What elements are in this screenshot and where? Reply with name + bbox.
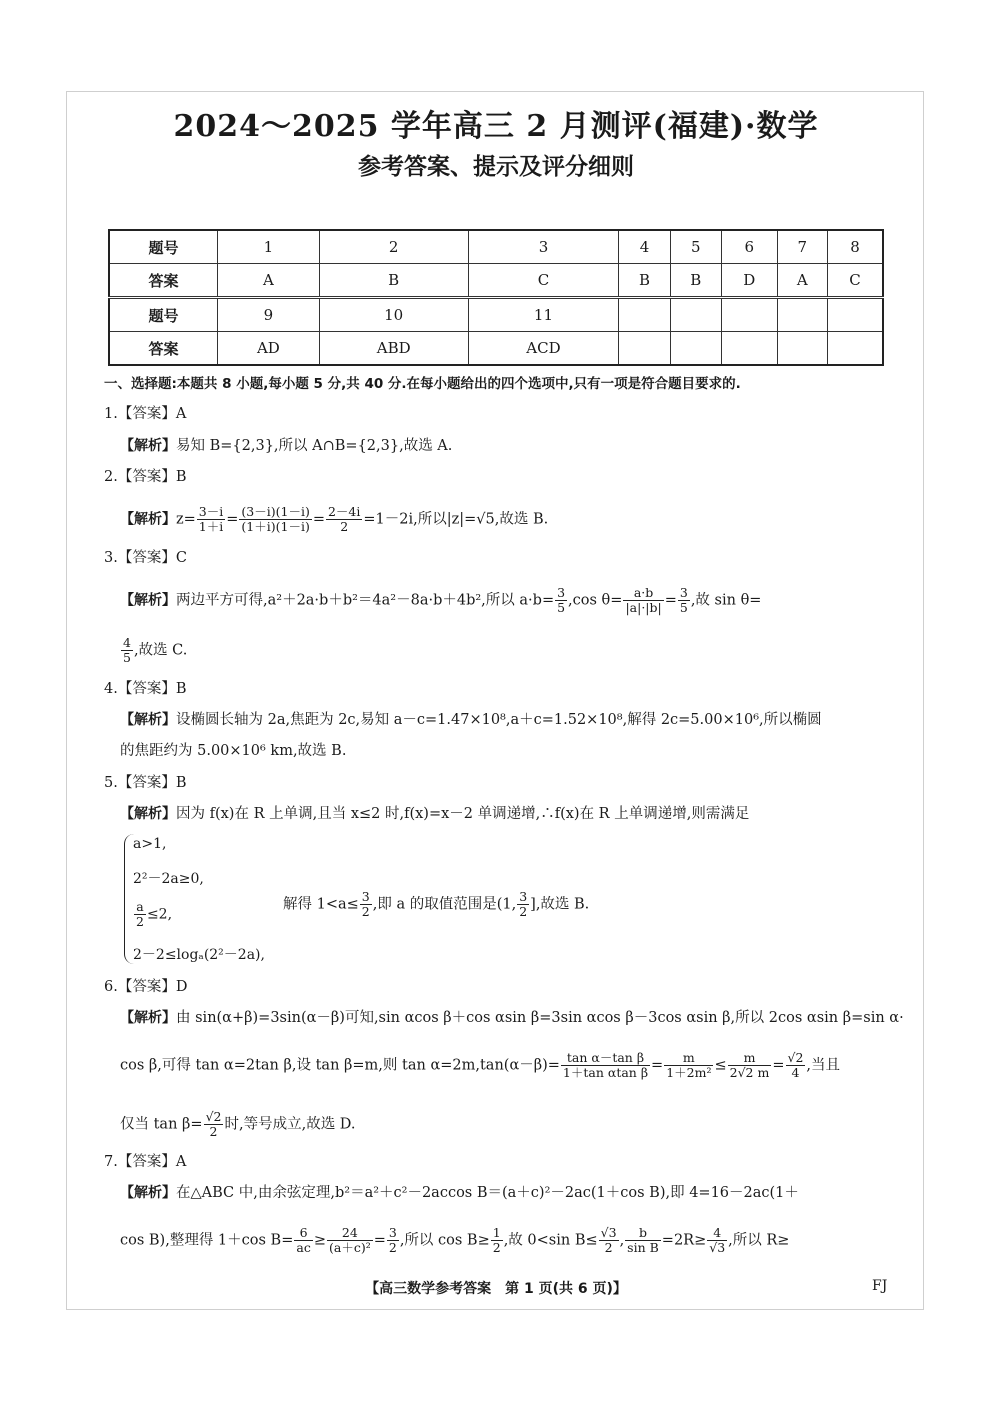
- math-text: ,故 0<sin B≤: [503, 1232, 598, 1249]
- fraction: [678, 586, 690, 615]
- numerator: √3: [600, 1225, 617, 1240]
- denominator: 2: [340, 519, 349, 534]
- table-row-ans-1: [109, 264, 883, 298]
- numerator: 24: [327, 1226, 373, 1241]
- math-text: 设椭圆长轴为 2a,焦距为 2c,易知 a－c=1.47×10⁸,a＋c=1.52×10⁸,解得 2c=5.00×10⁶,所以椭圆: [176, 712, 822, 728]
- q2-solution: [120, 505, 548, 534]
- table-cell: 11: [468, 298, 619, 332]
- table-cell: AD: [218, 332, 320, 366]
- solution-label: 【解析】: [120, 1010, 176, 1026]
- fraction: [134, 900, 146, 929]
- table-cell: B: [619, 264, 670, 298]
- numerator: tan α－tan β: [561, 1051, 650, 1066]
- q7-solution-cont: cos B),整理得 1＋cos B= $\frac{6}{ac}$ ≥ $\frac{24}{\text{(a＋c)²}}$ = $\frac{3}{2}$ ,所以 cos B≥ $\frac{1}{2}$ ,故 0<sin B≤ $\frac{√3}{2}$ , $\frac{b}{\text{sin B}}$ =2R≥ $\frac{4}{√3}$ ,所以 R≥: [120, 1225, 790, 1255]
- table-cell: 1: [218, 230, 320, 264]
- q4-solution-cont: 的焦距约为 5.00×10⁶ km,故选 B.: [120, 743, 347, 759]
- math-text: 仅当 tan β=: [120, 1116, 203, 1133]
- solution-label: 【解析】: [120, 1185, 176, 1201]
- math-text: ,所以 cos B≥: [399, 1232, 490, 1249]
- table-cell: [777, 298, 828, 332]
- numerator: (3－i)(1－i): [241, 504, 310, 519]
- denominator: 2: [361, 904, 370, 919]
- fraction: [625, 1226, 661, 1255]
- q2-answer: 2.【答案】B: [104, 469, 187, 485]
- math-text: =: [312, 511, 325, 528]
- table-row-num-1: [109, 230, 883, 264]
- denominator: sin B: [627, 1240, 659, 1255]
- denominator: |a|·|b|: [625, 600, 662, 615]
- table-cell: 2: [319, 230, 468, 264]
- numerator: a·b: [623, 586, 663, 601]
- q5-solution: [120, 804, 749, 824]
- numerator: b: [625, 1226, 661, 1241]
- system-line: [133, 900, 172, 929]
- q5-solution-range: [283, 890, 589, 919]
- table-cell: ACD: [468, 332, 619, 366]
- fraction: [327, 1226, 373, 1255]
- fraction: [121, 636, 133, 665]
- math-text: =: [226, 511, 239, 528]
- math-text: 因为 f(x)在 R 上单调,且当 x≤2 时,f(x)=x－2 单调递增,∴f(x)在 R 上单调递增,则需满足: [176, 806, 750, 822]
- system-line: 2²－2a≥0,: [133, 871, 204, 887]
- solution-label: 【解析】: [120, 511, 176, 528]
- table-cell: [721, 332, 777, 366]
- denominator: 5: [679, 600, 688, 615]
- numerator: 3－i: [198, 504, 224, 519]
- math-text: =1－2i,所以|z|=√5,故选 B.: [363, 511, 549, 528]
- denominator: 1＋2m²: [666, 1065, 712, 1080]
- q3-answer: 3.【答案】C: [104, 550, 187, 566]
- denominator: 2: [209, 1124, 218, 1139]
- table-cell: D: [721, 264, 777, 298]
- section-heading: 一、选择题:本题共 8 小题,每小题 5 分,共 40 分.在每小题给出的四个选项中,只有一项是符合题目要求的.: [104, 376, 741, 392]
- page-subtitle: 参考答案、提示及评分细则: [358, 154, 634, 180]
- q6-solution: [120, 1008, 904, 1028]
- table-cell: 8: [828, 230, 883, 264]
- numerator: 1: [492, 1225, 501, 1240]
- fraction: [623, 586, 663, 615]
- numerator: √2: [205, 1109, 222, 1124]
- fraction: [197, 505, 225, 534]
- region-code: FJ: [872, 1278, 888, 1294]
- q4-answer: 4.【答案】B: [104, 681, 187, 697]
- table-cell: [828, 298, 883, 332]
- math-text: 由 sin(α+β)=3sin(α－β)可知,sin αcos β＋cos αsin β=3sin αcos β－3cos αsin β,所以 2cos αsin β=sin α·: [176, 1010, 904, 1026]
- math-text: =: [772, 1057, 785, 1074]
- math-text: ,cos θ=: [568, 592, 623, 609]
- system-line: a>1,: [133, 836, 167, 852]
- math-text: =: [664, 592, 677, 609]
- table-cell: 3: [468, 230, 619, 264]
- fraction: [728, 1051, 772, 1080]
- denominator: 2√2 m: [729, 1065, 770, 1080]
- math-text: ≤: [714, 1057, 727, 1074]
- math-text: ,故 sin θ=: [690, 592, 762, 609]
- denominator: 2: [388, 1240, 397, 1255]
- math-text: ,故选 C.: [133, 642, 188, 659]
- answer-table: [108, 229, 884, 366]
- fraction: [707, 1226, 727, 1255]
- denominator: √3: [709, 1240, 726, 1255]
- numerator: 2－4i: [327, 504, 361, 519]
- table-cell: 10: [319, 298, 468, 332]
- fraction: [517, 890, 529, 919]
- row-label: 答案: [109, 264, 218, 298]
- system-line: 2－2≤logₐ(2²－2a),: [133, 947, 265, 963]
- table-cell: A: [777, 264, 828, 298]
- table-cell: ABD: [319, 332, 468, 366]
- denominator: 5: [123, 650, 131, 665]
- fraction: [387, 1226, 399, 1255]
- math-text: 在△ABC 中,由余弦定理,b²＝a²＋c²－2accos B＝(a＋c)²－2ac(1＋cos B),即 4=16－2ac(1＋: [176, 1185, 799, 1201]
- math-text: ≤2,: [146, 906, 173, 923]
- math-text: ,当且: [806, 1057, 841, 1074]
- numerator: √2: [787, 1050, 804, 1065]
- fraction: [294, 1226, 312, 1255]
- table-cell: 9: [218, 298, 320, 332]
- row-label: 题号: [109, 298, 218, 332]
- numerator: 3: [361, 889, 370, 904]
- q6-solution-end: [120, 1110, 356, 1139]
- numerator: m: [728, 1051, 772, 1066]
- q5-answer: 5.【答案】B: [104, 775, 187, 791]
- math-text: cos B),整理得 1＋cos B=: [120, 1232, 294, 1249]
- fraction: [599, 1226, 619, 1255]
- solution-label: 【解析】: [120, 806, 176, 822]
- denominator: 4: [791, 1065, 800, 1080]
- denominator: 1＋i: [198, 519, 224, 534]
- math-text: =2R≥: [661, 1232, 707, 1249]
- math-text: ],故选 B.: [530, 896, 590, 913]
- table-cell: B: [670, 264, 721, 298]
- fraction: [326, 505, 362, 534]
- numerator: 3: [519, 889, 528, 904]
- table-cell: 5: [670, 230, 721, 264]
- q1-solution: [120, 436, 452, 456]
- numerator: 3: [679, 585, 688, 600]
- table-row-ans-2: [109, 332, 883, 366]
- denominator: 2: [519, 904, 528, 919]
- table-cell: [670, 332, 721, 366]
- q3-solution-cont: [120, 636, 187, 665]
- q1-answer: 1.【答案】A: [104, 406, 187, 422]
- table-cell: [619, 298, 670, 332]
- fraction: [664, 1051, 713, 1080]
- numerator: 6: [294, 1226, 312, 1241]
- table-row-num-2: [109, 298, 883, 332]
- denominator: 2: [136, 914, 144, 929]
- denominator: 2: [604, 1240, 613, 1255]
- table-cell: 7: [777, 230, 828, 264]
- math-text: ,即 a 的取值范围是(1,: [372, 896, 517, 913]
- page-footer: 【高三数学参考答案 第 1 页(共 6 页)】: [365, 1281, 627, 1297]
- denominator: 5: [557, 600, 566, 615]
- numerator: 4: [707, 1226, 727, 1241]
- table-cell: C: [468, 264, 619, 298]
- numerator: m: [664, 1051, 713, 1066]
- denominator: 1＋tan αtan β: [562, 1065, 649, 1080]
- math-text: ,所以 R≥: [728, 1232, 790, 1249]
- fraction: [204, 1110, 224, 1139]
- table-cell: [619, 332, 670, 366]
- denominator: (1＋i)(1－i): [241, 519, 310, 534]
- table-cell: [828, 332, 883, 366]
- table-cell: B: [319, 264, 468, 298]
- solution-text: 易知 B={2,3},所以 A∩B={2,3},故选 A.: [176, 438, 453, 454]
- table-cell: 6: [721, 230, 777, 264]
- q3-solution: [120, 586, 761, 615]
- table-cell: A: [218, 264, 320, 298]
- fraction: [786, 1051, 806, 1080]
- q7-solution: [120, 1183, 799, 1203]
- fraction: [561, 1051, 650, 1080]
- numerator: a: [134, 900, 146, 915]
- fraction: [239, 505, 311, 534]
- numerator: 4: [123, 635, 131, 650]
- denominator: 2: [492, 1240, 501, 1255]
- denominator: (a＋c)²: [328, 1240, 371, 1255]
- q6-answer: 6.【答案】D: [104, 979, 188, 995]
- row-label: 答案: [109, 332, 218, 366]
- numerator: 3: [388, 1225, 397, 1240]
- fraction: [491, 1226, 503, 1255]
- math-text: z=: [176, 511, 196, 528]
- table-cell: [777, 332, 828, 366]
- q6-solution-cont: [120, 1051, 840, 1080]
- fraction: [360, 890, 372, 919]
- math-text: =: [651, 1057, 664, 1074]
- numerator: 3: [557, 585, 566, 600]
- solution-label: 【解析】: [120, 712, 176, 728]
- table-cell: C: [828, 264, 883, 298]
- math-text: cos β,可得 tan α=2tan β,设 tan β=m,则 tan α=2m,tan(α－β)=: [120, 1057, 560, 1074]
- math-text: 解得 1<a≤: [283, 896, 359, 913]
- math-text: 时,等号成立,故选 D.: [224, 1116, 356, 1133]
- table-cell: [721, 298, 777, 332]
- solution-label: 【解析】: [120, 438, 176, 454]
- math-text: ≥: [313, 1232, 326, 1249]
- q4-solution: [120, 710, 822, 730]
- denominator: ac: [296, 1240, 311, 1255]
- row-label: 题号: [109, 230, 218, 264]
- solution-label: 【解析】: [120, 592, 176, 609]
- table-cell: [670, 298, 721, 332]
- q7-answer: 7.【答案】A: [104, 1154, 187, 1170]
- fraction: [555, 586, 567, 615]
- table-cell: 4: [619, 230, 670, 264]
- inequality-system: [124, 834, 265, 964]
- math-text: 两边平方可得,a²＋2a·b＋b²＝4a²－8a·b＋4b²,所以 a·b=: [176, 592, 555, 609]
- page-title: 2024～2025 学年高三 2 月测评(福建)·数学: [173, 109, 819, 144]
